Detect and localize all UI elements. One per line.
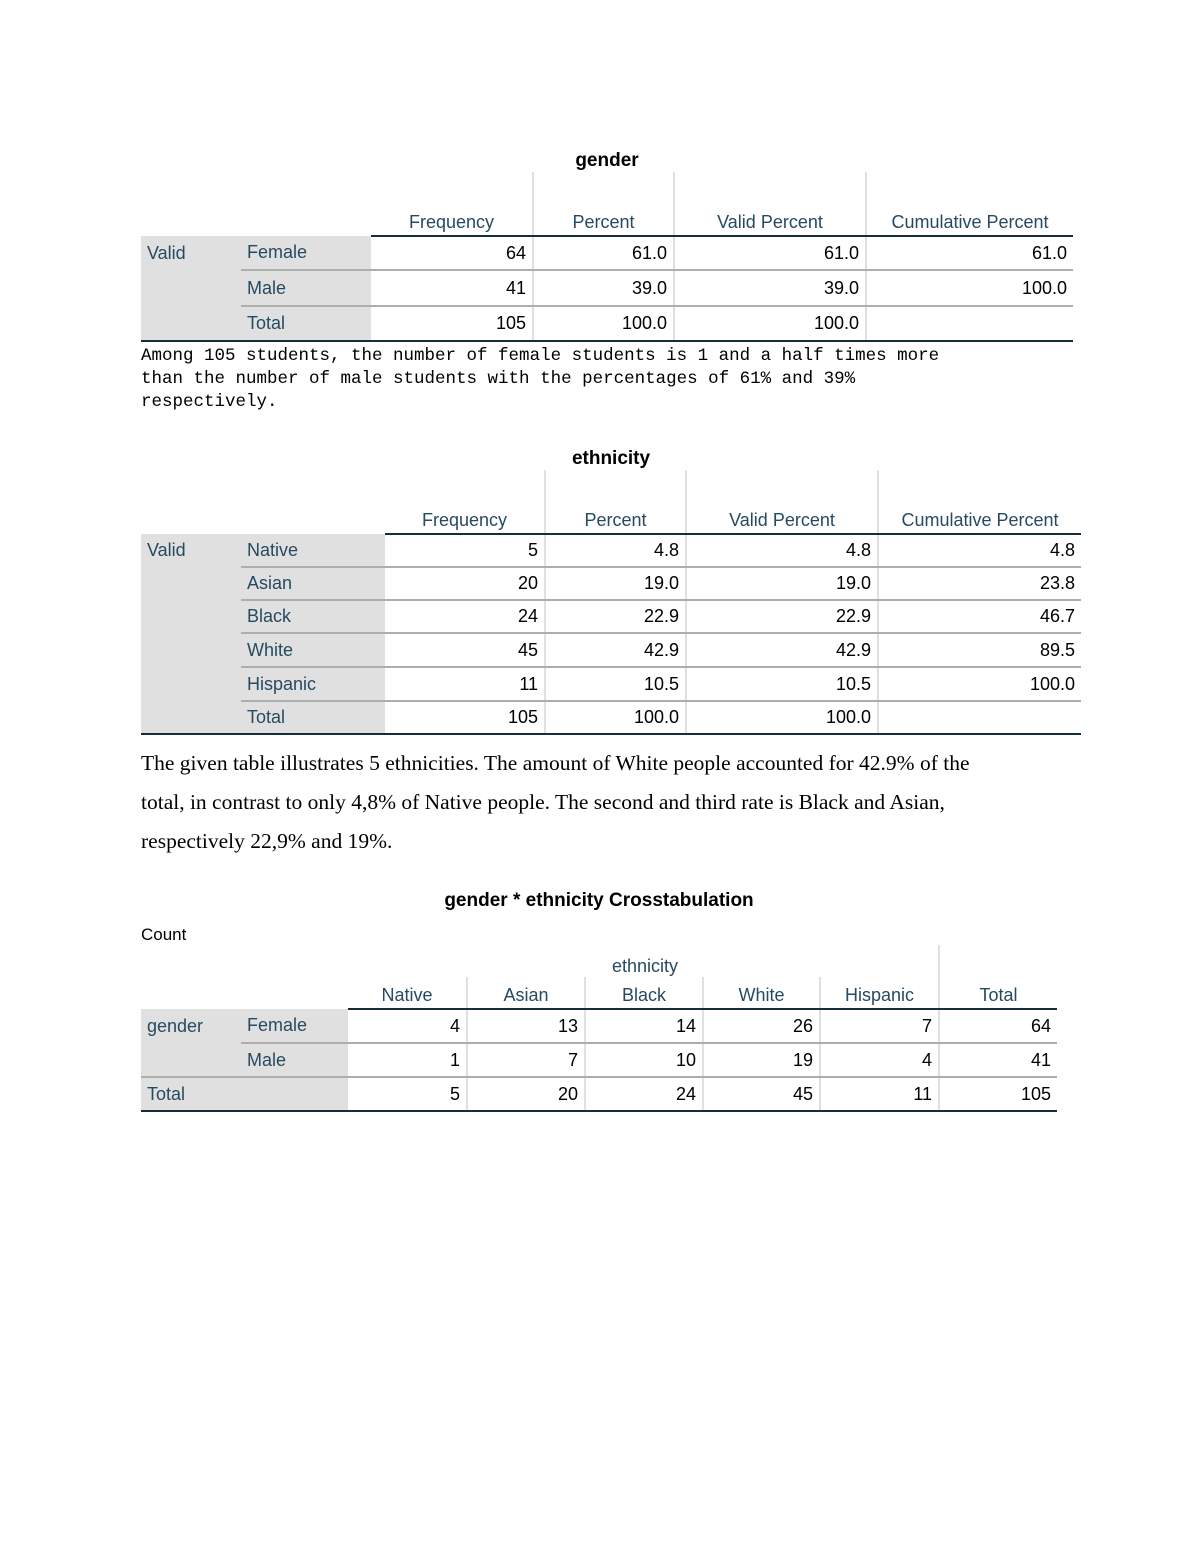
table-cell: 4.8	[545, 534, 686, 567]
row-label-total: Total	[241, 306, 371, 341]
group-label-valid: Valid	[141, 236, 241, 270]
row-label-asian: Asian	[241, 567, 385, 600]
table-cell: 4	[820, 1043, 939, 1077]
row-label-black: Black	[241, 600, 385, 633]
gender-note-line-3: respectively.	[141, 392, 278, 412]
table-cell: 4	[348, 1009, 467, 1043]
gender-frequency-table	[141, 172, 1073, 342]
gender-table-title: gender	[575, 150, 639, 171]
crosstab-header-divider	[938, 945, 940, 977]
table-cell: 42.9	[686, 633, 878, 667]
table-cell: 46.7	[878, 600, 1081, 633]
table-cell: 22.9	[545, 600, 686, 633]
table-cell: 11	[385, 667, 545, 701]
table-cell	[878, 701, 1081, 734]
table-cell: 7	[467, 1043, 585, 1077]
crosstab-subtitle: Count	[141, 925, 187, 944]
column-header-total: Total	[939, 977, 1057, 1009]
row-label-hispanic: Hispanic	[241, 667, 385, 701]
table-cell: 100.0	[545, 701, 686, 734]
column-header-frequency: Frequency	[385, 470, 545, 534]
column-header-white: White	[703, 977, 820, 1009]
table-cell: 10.5	[686, 667, 878, 701]
table-cell: 10	[585, 1043, 703, 1077]
column-header-cumulative-percent: Cumulative Percent	[878, 470, 1081, 534]
table-cell: 61.0	[533, 236, 674, 270]
table-cell: 19.0	[545, 567, 686, 600]
table-cell: 5	[348, 1077, 467, 1111]
ethnicity-note-line-1: The given table illustrates 5 ethnicities. The amount of White people accounted for 42.9% of the	[141, 751, 970, 775]
column-header-valid-percent: Valid Percent	[686, 470, 878, 534]
column-header-percent: Percent	[545, 470, 686, 534]
group-label-gender: gender	[141, 1009, 241, 1043]
column-header-valid-percent: Valid Percent	[674, 172, 866, 236]
column-header-black: Black	[585, 977, 703, 1009]
table-cell: 10.5	[545, 667, 686, 701]
table-cell: 39.0	[533, 270, 674, 306]
table-cell: 39.0	[674, 270, 866, 306]
table-cell: 100.0	[674, 306, 866, 341]
table-cell: 89.5	[878, 633, 1081, 667]
table-cell	[866, 306, 1073, 341]
table-cell: 20	[385, 567, 545, 600]
table-cell: 41	[371, 270, 533, 306]
table-cell: 14	[585, 1009, 703, 1043]
table-cell: 41	[939, 1043, 1057, 1077]
ethnicity-note-line-3: respectively 22,9% and 19%.	[141, 829, 393, 853]
gender-note-line-2: than the number of male students with the percentages of 61% and 39%	[141, 369, 856, 389]
table-cell: 11	[820, 1077, 939, 1111]
table-cell: 105	[385, 701, 545, 734]
table-cell: 105	[371, 306, 533, 341]
row-label-total: Total	[141, 1077, 348, 1111]
row-label-male: Male	[241, 1043, 348, 1077]
table-cell: 105	[939, 1077, 1057, 1111]
table-cell: 24	[385, 600, 545, 633]
table-cell: 64	[371, 236, 533, 270]
row-label-female: Female	[241, 236, 371, 270]
table-cell: 20	[467, 1077, 585, 1111]
row-label-female: Female	[241, 1009, 348, 1043]
table-cell: 19	[703, 1043, 820, 1077]
table-cell: 100.0	[878, 667, 1081, 701]
table-cell: 5	[385, 534, 545, 567]
table-cell: 13	[467, 1009, 585, 1043]
table-cell: 45	[385, 633, 545, 667]
table-cell: 1	[348, 1043, 467, 1077]
column-header-cumulative-percent: Cumulative Percent	[866, 172, 1073, 236]
crosstab-span-header: ethnicity	[611, 956, 679, 976]
table-cell: 4.8	[686, 534, 878, 567]
column-header-percent: Percent	[533, 172, 674, 236]
column-header-asian: Asian	[467, 977, 585, 1009]
row-label-native: Native	[241, 534, 385, 567]
table-cell: 19.0	[686, 567, 878, 600]
table-cell: 22.9	[686, 600, 878, 633]
table-cell: 100.0	[866, 270, 1073, 306]
row-label-total: Total	[241, 701, 385, 734]
row-label-white: White	[241, 633, 385, 667]
table-cell: 42.9	[545, 633, 686, 667]
ethnicity-note-line-2: total, in contrast to only 4,8% of Native people. The second and third rate is Black and Asian,	[141, 790, 945, 814]
column-header-hispanic: Hispanic	[820, 977, 939, 1009]
table-cell: 23.8	[878, 567, 1081, 600]
table-cell: 4.8	[878, 534, 1081, 567]
row-label-male: Male	[241, 270, 371, 306]
group-label-valid: Valid	[141, 534, 241, 567]
table-cell: 24	[585, 1077, 703, 1111]
column-header-native: Native	[348, 977, 467, 1009]
table-cell: 26	[703, 1009, 820, 1043]
crosstab-title: gender * ethnicity Crosstabulation	[444, 890, 754, 911]
table-cell: 100.0	[533, 306, 674, 341]
ethnicity-table-title: ethnicity	[571, 448, 651, 469]
ethnicity-frequency-table	[141, 470, 1081, 735]
column-header-frequency: Frequency	[371, 172, 533, 236]
table-cell: 64	[939, 1009, 1057, 1043]
table-cell: 7	[820, 1009, 939, 1043]
table-cell: 61.0	[674, 236, 866, 270]
gender-note-line-1: Among 105 students, the number of female students is 1 and a half times more	[141, 346, 940, 366]
table-cell: 61.0	[866, 236, 1073, 270]
table-cell: 45	[703, 1077, 820, 1111]
table-cell: 100.0	[686, 701, 878, 734]
